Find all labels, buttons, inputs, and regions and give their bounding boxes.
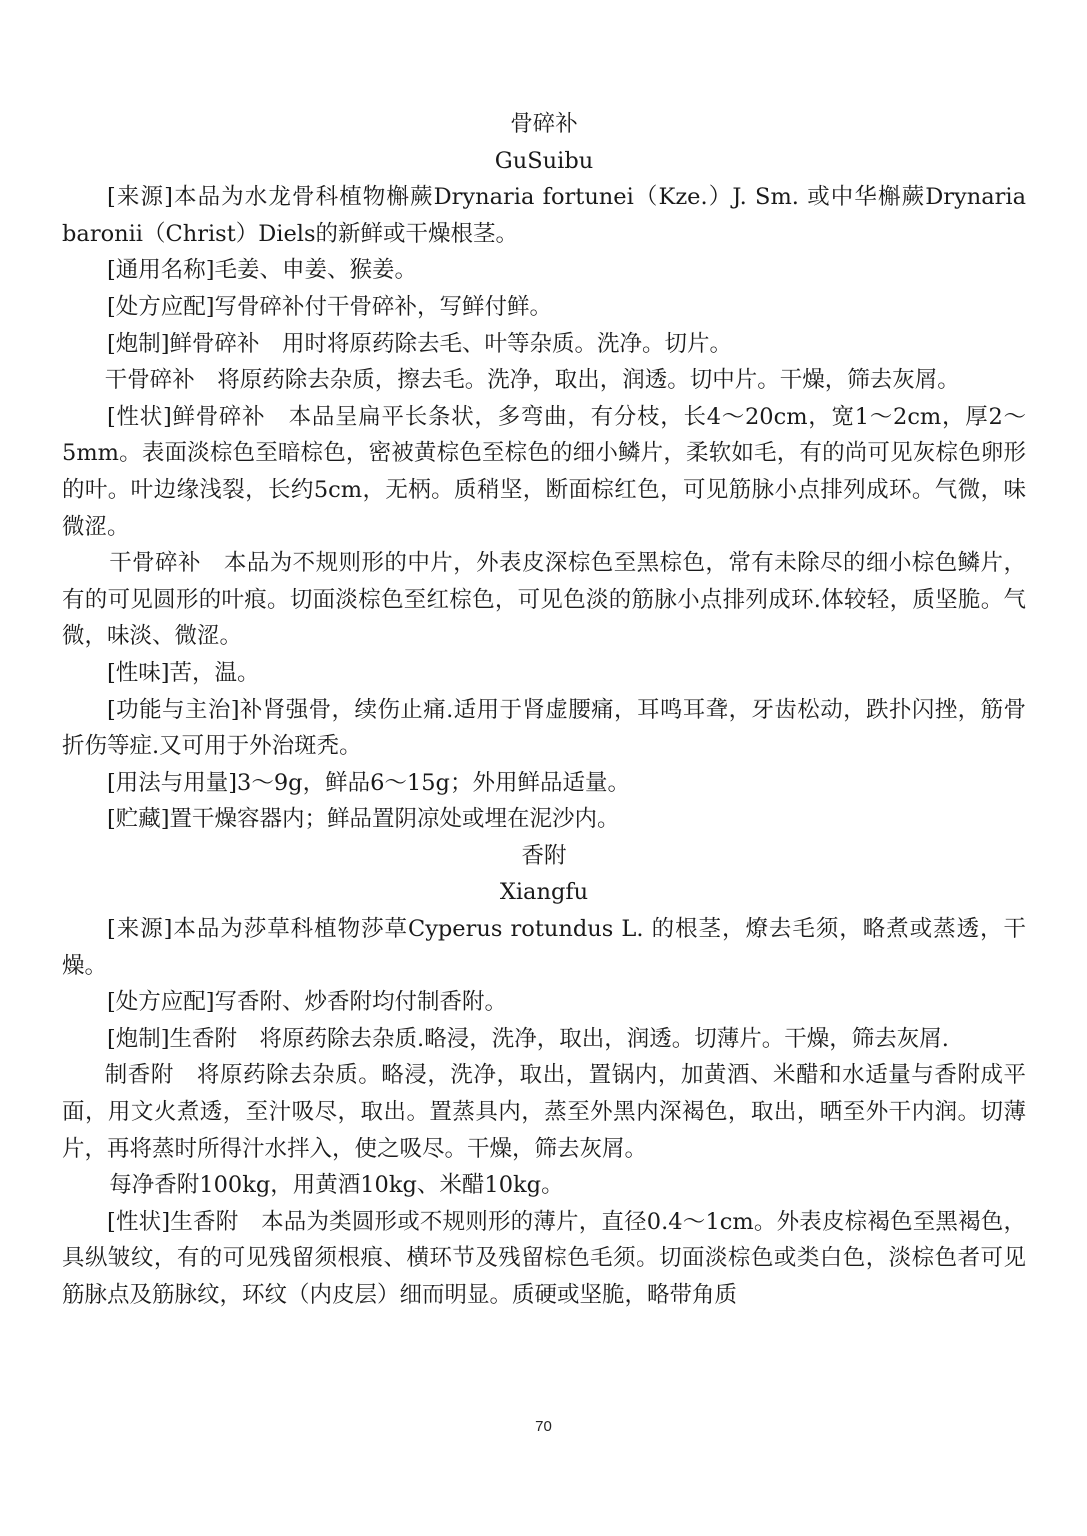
paragraph-prescription: [处方应配]写香附、炒香附均付制香附。 (107, 989, 508, 1016)
entry-title-cn: 香附 (521, 842, 567, 869)
paragraph-characteristics-dried: 干骨碎补 本品为不规则形的中片，外表皮深棕色至黑棕色，常有未除尽的细小棕色鳞片，有的可见圆形的叶痕。切面淡棕色至红棕色，可见色淡的筋脉小点排列成环.体较轻，质坚脆。气微，味淡、微涩。 (62, 550, 1026, 650)
paragraph-taste: [性味]苦，温。 (107, 659, 260, 686)
paragraph-processing-prepared: 制香附 将原药除去杂质。略浸，洗净，取出，置锅内，加黄酒、米醋和水适量与香附成平面，用文火煮透，至汁吸尽，取出。置蒸具内，蒸至外黑内深褐色，取出，晒至外干内润。切薄片，再将蒸时所得汁水拌入，使之吸尽。干燥，筛去灰屑。 (62, 1062, 1026, 1162)
paragraph-processing-dried: 干骨碎补 将原药除去杂质，擦去毛。洗净，取出，润透。切中片。干燥，筛去灰屑。 (104, 367, 960, 394)
entry-title-cn: 骨碎补 (510, 111, 578, 137)
paragraph-processing: [炮制]鲜骨碎补 用时将原药除去毛、叶等杂质。洗净。切片。 (107, 330, 733, 357)
document-page (62, 106, 1026, 1314)
paragraph-dosage: [用法与用量]3～9g，鲜品6～15g；外用鲜品适量。 (107, 769, 630, 796)
paragraph-prescription: [处方应配]写骨碎补付干骨碎补，写鲜付鲜。 (107, 293, 553, 320)
paragraph-source: [来源]本品为莎草科植物莎草Cyperus rotundus L. 的根茎，燎去毛须，略煮或蒸透，干燥。 (62, 916, 1026, 979)
paragraph-characteristics: [性状]鲜骨碎补 本品呈扁平长条状，多弯曲，有分枝，长4～20cm，宽1～2cm，厚2～5mm。表面淡棕色至暗棕色，密被黄棕色至棕色的细小鳞片，柔软如毛，有的尚可见灰棕色卵形的叶。叶边缘浅裂，长约5cm，无柄。质稍坚，断面棕红色，可见筋脉小点排列成环。气微，味微涩。 (62, 403, 1026, 540)
paragraph-storage: [贮藏]置干燥容器内；鲜品置阴凉处或埋在泥沙内。 (107, 806, 620, 833)
paragraph-common-names: [通用名称]毛姜、申姜、猴姜。 (107, 257, 418, 284)
entry-title-pinyin: Xiangfu (499, 879, 589, 906)
paragraph-ratio: 每净香附100kg，用黄酒10kg、米醋10kg。 (109, 1172, 564, 1199)
paragraph-source: [来源]本品为水龙骨科植物槲蕨Drynaria fortunei（Kze.）J. Sm. 或中华槲蕨Drynaria baronii（Christ）Diels的新鲜或干燥根茎。 (62, 184, 1026, 247)
paragraph-processing: [炮制]生香附 将原药除去杂质.略浸，洗净，取出，润透。切薄片。干燥，筛去灰屑. (107, 1025, 949, 1052)
paragraph-functions: [功能与主治]补肾强骨，续伤止痛.适用于肾虚腰痛，耳鸣耳聋，牙齿松动，跌扑闪挫，筋骨折伤等症.又可用于外治斑秃。 (62, 696, 1026, 760)
page-number: 70 (535, 1418, 552, 1435)
paragraph-characteristics: [性状]生香附 本品为类圆形或不规则形的薄片，直径0.4～1cm。外表皮棕褐色至黑褐色，具纵皱纹，有的可见残留须根痕、横环节及残留棕色毛须。切面淡棕色或类白色，淡棕色者可见筋脉点及筋脉纹，环纹（内皮层）细而明显。质硬或坚脆，略带角质 (62, 1208, 1026, 1308)
entry-title-pinyin: GuSuibu (494, 147, 594, 174)
